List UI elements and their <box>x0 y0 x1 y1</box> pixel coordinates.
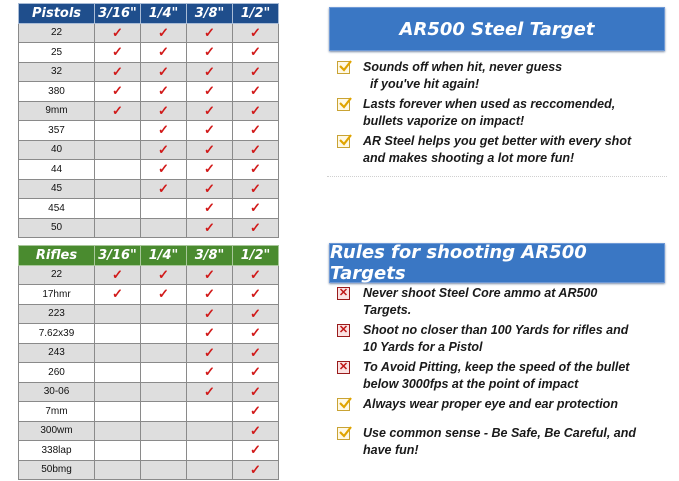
checkmark-icon: ✓ <box>233 140 279 160</box>
empty-cell <box>187 441 233 461</box>
caliber-label: 243 <box>19 343 95 363</box>
list-item-text: if you've hit again! <box>363 77 480 91</box>
empty-cell <box>95 382 141 402</box>
checkmark-icon: ✓ <box>187 304 233 324</box>
checkmark-icon: ✓ <box>187 179 233 199</box>
list-item <box>337 396 667 413</box>
checkmark-icon: ✓ <box>187 199 233 219</box>
checkmark-icon: ✓ <box>233 343 279 363</box>
checkmark-icon: ✓ <box>187 82 233 102</box>
list-item <box>337 359 667 393</box>
empty-cell <box>95 199 141 219</box>
checkbox-check-icon <box>337 398 350 411</box>
table-row <box>19 441 279 461</box>
checkmark-icon: ✓ <box>233 304 279 324</box>
checkmark-icon: ✓ <box>233 82 279 102</box>
list-item <box>337 96 667 130</box>
pistols-body <box>19 23 279 238</box>
pistols-category-header: Pistols <box>19 4 95 24</box>
checkmark-icon: ✓ <box>141 265 187 285</box>
caliber-label: 40 <box>19 140 95 160</box>
list-item-text: have fun! <box>363 443 419 457</box>
checkmark-icon: ✓ <box>233 218 279 238</box>
checkmark-icon: ✓ <box>233 179 279 199</box>
steel-benefits-list <box>337 59 667 170</box>
list-item-text: 10 Yards for a Pistol <box>363 340 483 354</box>
empty-cell <box>141 304 187 324</box>
list-item <box>337 322 667 356</box>
checkmark-icon: ✓ <box>187 343 233 363</box>
table-row <box>19 121 279 141</box>
checkmark-icon: ✓ <box>233 402 279 422</box>
checkmark-icon: ✓ <box>233 121 279 141</box>
table-row <box>19 285 279 305</box>
checkmark-icon: ✓ <box>95 82 141 102</box>
list-item <box>337 425 667 459</box>
rules-list <box>337 285 667 462</box>
caliber-label: 17hmr <box>19 285 95 305</box>
list-item <box>337 133 667 167</box>
checkmark-icon: ✓ <box>141 62 187 82</box>
checkmark-icon: ✓ <box>233 23 279 43</box>
empty-cell <box>141 363 187 383</box>
checkmark-icon: ✓ <box>187 23 233 43</box>
checkmark-icon: ✓ <box>233 421 279 441</box>
caliber-label: 357 <box>19 121 95 141</box>
checkmark-icon: ✓ <box>141 23 187 43</box>
steel-target-title: AR500 Steel Target <box>399 18 595 40</box>
table-row <box>19 343 279 363</box>
list-item-text: and makes shooting a lot more fun! <box>363 151 575 165</box>
table-row <box>19 62 279 82</box>
empty-cell <box>141 402 187 422</box>
pistols-thickness-header: 3/8" <box>187 4 233 24</box>
empty-cell <box>141 199 187 219</box>
divider <box>327 176 667 177</box>
pistols-compatibility-table <box>18 3 279 238</box>
list-item-text: Shoot no closer than 100 Yards for rifles and <box>363 323 629 337</box>
table-row <box>19 402 279 422</box>
table-row <box>19 43 279 63</box>
empty-cell <box>95 140 141 160</box>
checkmark-icon: ✓ <box>233 265 279 285</box>
caliber-label: 22 <box>19 23 95 43</box>
checkmark-icon: ✓ <box>233 324 279 344</box>
list-item-text: Sounds off when hit, never guess <box>363 60 563 74</box>
rifles-category-header: Rifles <box>19 246 95 266</box>
caliber-label: 50 <box>19 218 95 238</box>
checkmark-icon: ✓ <box>233 382 279 402</box>
list-item-text: AR Steel helps you get better with every shot <box>363 134 632 148</box>
rifles-thickness-header: 1/4" <box>141 246 187 266</box>
empty-cell <box>95 179 141 199</box>
table-row <box>19 460 279 480</box>
caliber-label: 223 <box>19 304 95 324</box>
empty-cell <box>95 402 141 422</box>
checkmark-icon: ✓ <box>187 101 233 121</box>
table-row <box>19 82 279 102</box>
list-item-text: Always wear proper eye and ear protection <box>363 397 618 411</box>
rifles-thickness-header: 3/8" <box>187 246 233 266</box>
checkmark-icon: ✓ <box>141 140 187 160</box>
caliber-label: 7.62x39 <box>19 324 95 344</box>
empty-cell <box>95 460 141 480</box>
checkmark-icon: ✓ <box>187 265 233 285</box>
list-item <box>337 59 667 93</box>
table-row <box>19 179 279 199</box>
empty-cell <box>95 441 141 461</box>
checkbox-check-icon <box>337 61 350 74</box>
table-row <box>19 23 279 43</box>
list-item-text: bullets vaporize on impact! <box>363 114 525 128</box>
caliber-label: 454 <box>19 199 95 219</box>
checkmark-icon: ✓ <box>141 121 187 141</box>
caliber-label: 300wm <box>19 421 95 441</box>
empty-cell <box>95 121 141 141</box>
caliber-label: 260 <box>19 363 95 383</box>
checkmark-icon: ✓ <box>233 285 279 305</box>
checkmark-icon: ✓ <box>95 101 141 121</box>
list-item <box>337 285 667 319</box>
checkbox-x-icon: ✕ <box>338 361 349 373</box>
checkmark-icon: ✓ <box>141 101 187 121</box>
rifles-body <box>19 265 279 480</box>
checkmark-icon: ✓ <box>141 285 187 305</box>
checkmark-icon: ✓ <box>233 43 279 63</box>
checkbox-x-icon: ✕ <box>338 287 349 299</box>
rules-title: Rules for shooting AR500 Targets <box>330 242 587 284</box>
checkmark-icon: ✓ <box>233 62 279 82</box>
checkmark-icon: ✓ <box>141 43 187 63</box>
empty-cell <box>141 382 187 402</box>
checkmark-icon: ✓ <box>233 363 279 383</box>
checkmark-icon: ✓ <box>95 265 141 285</box>
table-row <box>19 140 279 160</box>
checkmark-icon: ✓ <box>233 441 279 461</box>
rifles-thickness-header: 1/2" <box>233 246 279 266</box>
empty-cell <box>141 441 187 461</box>
list-item-text: below 3000fps at the point of impact <box>363 377 579 391</box>
list-item-text: Lasts forever when used as reccomended, <box>363 97 616 111</box>
checkmark-icon: ✓ <box>233 101 279 121</box>
empty-cell <box>95 363 141 383</box>
caliber-label: 338lap <box>19 441 95 461</box>
table-row <box>19 421 279 441</box>
empty-cell <box>187 421 233 441</box>
checkmark-icon: ✓ <box>233 460 279 480</box>
empty-cell <box>141 343 187 363</box>
checkmark-icon: ✓ <box>187 324 233 344</box>
checkmark-icon: ✓ <box>187 43 233 63</box>
rifles-thickness-header: 3/16" <box>95 246 141 266</box>
checkbox-check-icon <box>337 135 350 148</box>
checkmark-icon: ✓ <box>141 160 187 180</box>
empty-cell <box>141 421 187 441</box>
table-row <box>19 218 279 238</box>
table-row <box>19 265 279 285</box>
caliber-label: 380 <box>19 82 95 102</box>
list-item-text: Use common sense - Be Safe, Be Careful, and <box>363 426 637 440</box>
checkmark-icon: ✓ <box>95 62 141 82</box>
pistols-thickness-header: 1/4" <box>141 4 187 24</box>
caliber-label: 25 <box>19 43 95 63</box>
checkbox-x-icon: ✕ <box>338 324 349 336</box>
rules-banner <box>329 243 665 283</box>
checkmark-icon: ✓ <box>233 160 279 180</box>
caliber-label: 9mm <box>19 101 95 121</box>
caliber-label: 30-06 <box>19 382 95 402</box>
checkmark-icon: ✓ <box>187 160 233 180</box>
table-row <box>19 160 279 180</box>
table-row <box>19 324 279 344</box>
checkmark-icon: ✓ <box>187 121 233 141</box>
checkbox-check-icon <box>337 427 350 440</box>
table-row <box>19 382 279 402</box>
pistols-thickness-header: 3/16" <box>95 4 141 24</box>
table-row <box>19 363 279 383</box>
checkmark-icon: ✓ <box>95 43 141 63</box>
checkmark-icon: ✓ <box>187 363 233 383</box>
checkmark-icon: ✓ <box>233 199 279 219</box>
empty-cell <box>141 324 187 344</box>
empty-cell <box>95 343 141 363</box>
list-item-text: Targets. <box>363 303 412 317</box>
checkbox-check-icon <box>337 98 350 111</box>
caliber-label: 32 <box>19 62 95 82</box>
checkmark-icon: ✓ <box>141 179 187 199</box>
rifles-compatibility-table <box>18 245 279 480</box>
caliber-label: 45 <box>19 179 95 199</box>
empty-cell <box>187 460 233 480</box>
empty-cell <box>95 304 141 324</box>
checkmark-icon: ✓ <box>141 82 187 102</box>
pistols-thickness-header: 1/2" <box>233 4 279 24</box>
empty-cell <box>95 421 141 441</box>
list-item-text: To Avoid Pitting, keep the speed of the bullet <box>363 360 630 374</box>
empty-cell <box>187 402 233 422</box>
table-row <box>19 199 279 219</box>
checkmark-icon: ✓ <box>187 218 233 238</box>
checkmark-icon: ✓ <box>187 62 233 82</box>
empty-cell <box>95 218 141 238</box>
table-row <box>19 304 279 324</box>
caliber-label: 7mm <box>19 402 95 422</box>
steel-target-banner <box>329 7 665 51</box>
checkmark-icon: ✓ <box>187 140 233 160</box>
empty-cell <box>141 460 187 480</box>
checkmark-icon: ✓ <box>187 382 233 402</box>
rifles-header-row <box>19 246 279 266</box>
checkmark-icon: ✓ <box>187 285 233 305</box>
table-row <box>19 101 279 121</box>
caliber-label: 22 <box>19 265 95 285</box>
empty-cell <box>141 218 187 238</box>
caliber-label: 50bmg <box>19 460 95 480</box>
caliber-label: 44 <box>19 160 95 180</box>
pistols-header-row <box>19 4 279 24</box>
empty-cell <box>95 324 141 344</box>
checkmark-icon: ✓ <box>95 23 141 43</box>
checkmark-icon: ✓ <box>95 285 141 305</box>
list-item-text: Never shoot Steel Core ammo at AR500 <box>363 286 598 300</box>
empty-cell <box>95 160 141 180</box>
